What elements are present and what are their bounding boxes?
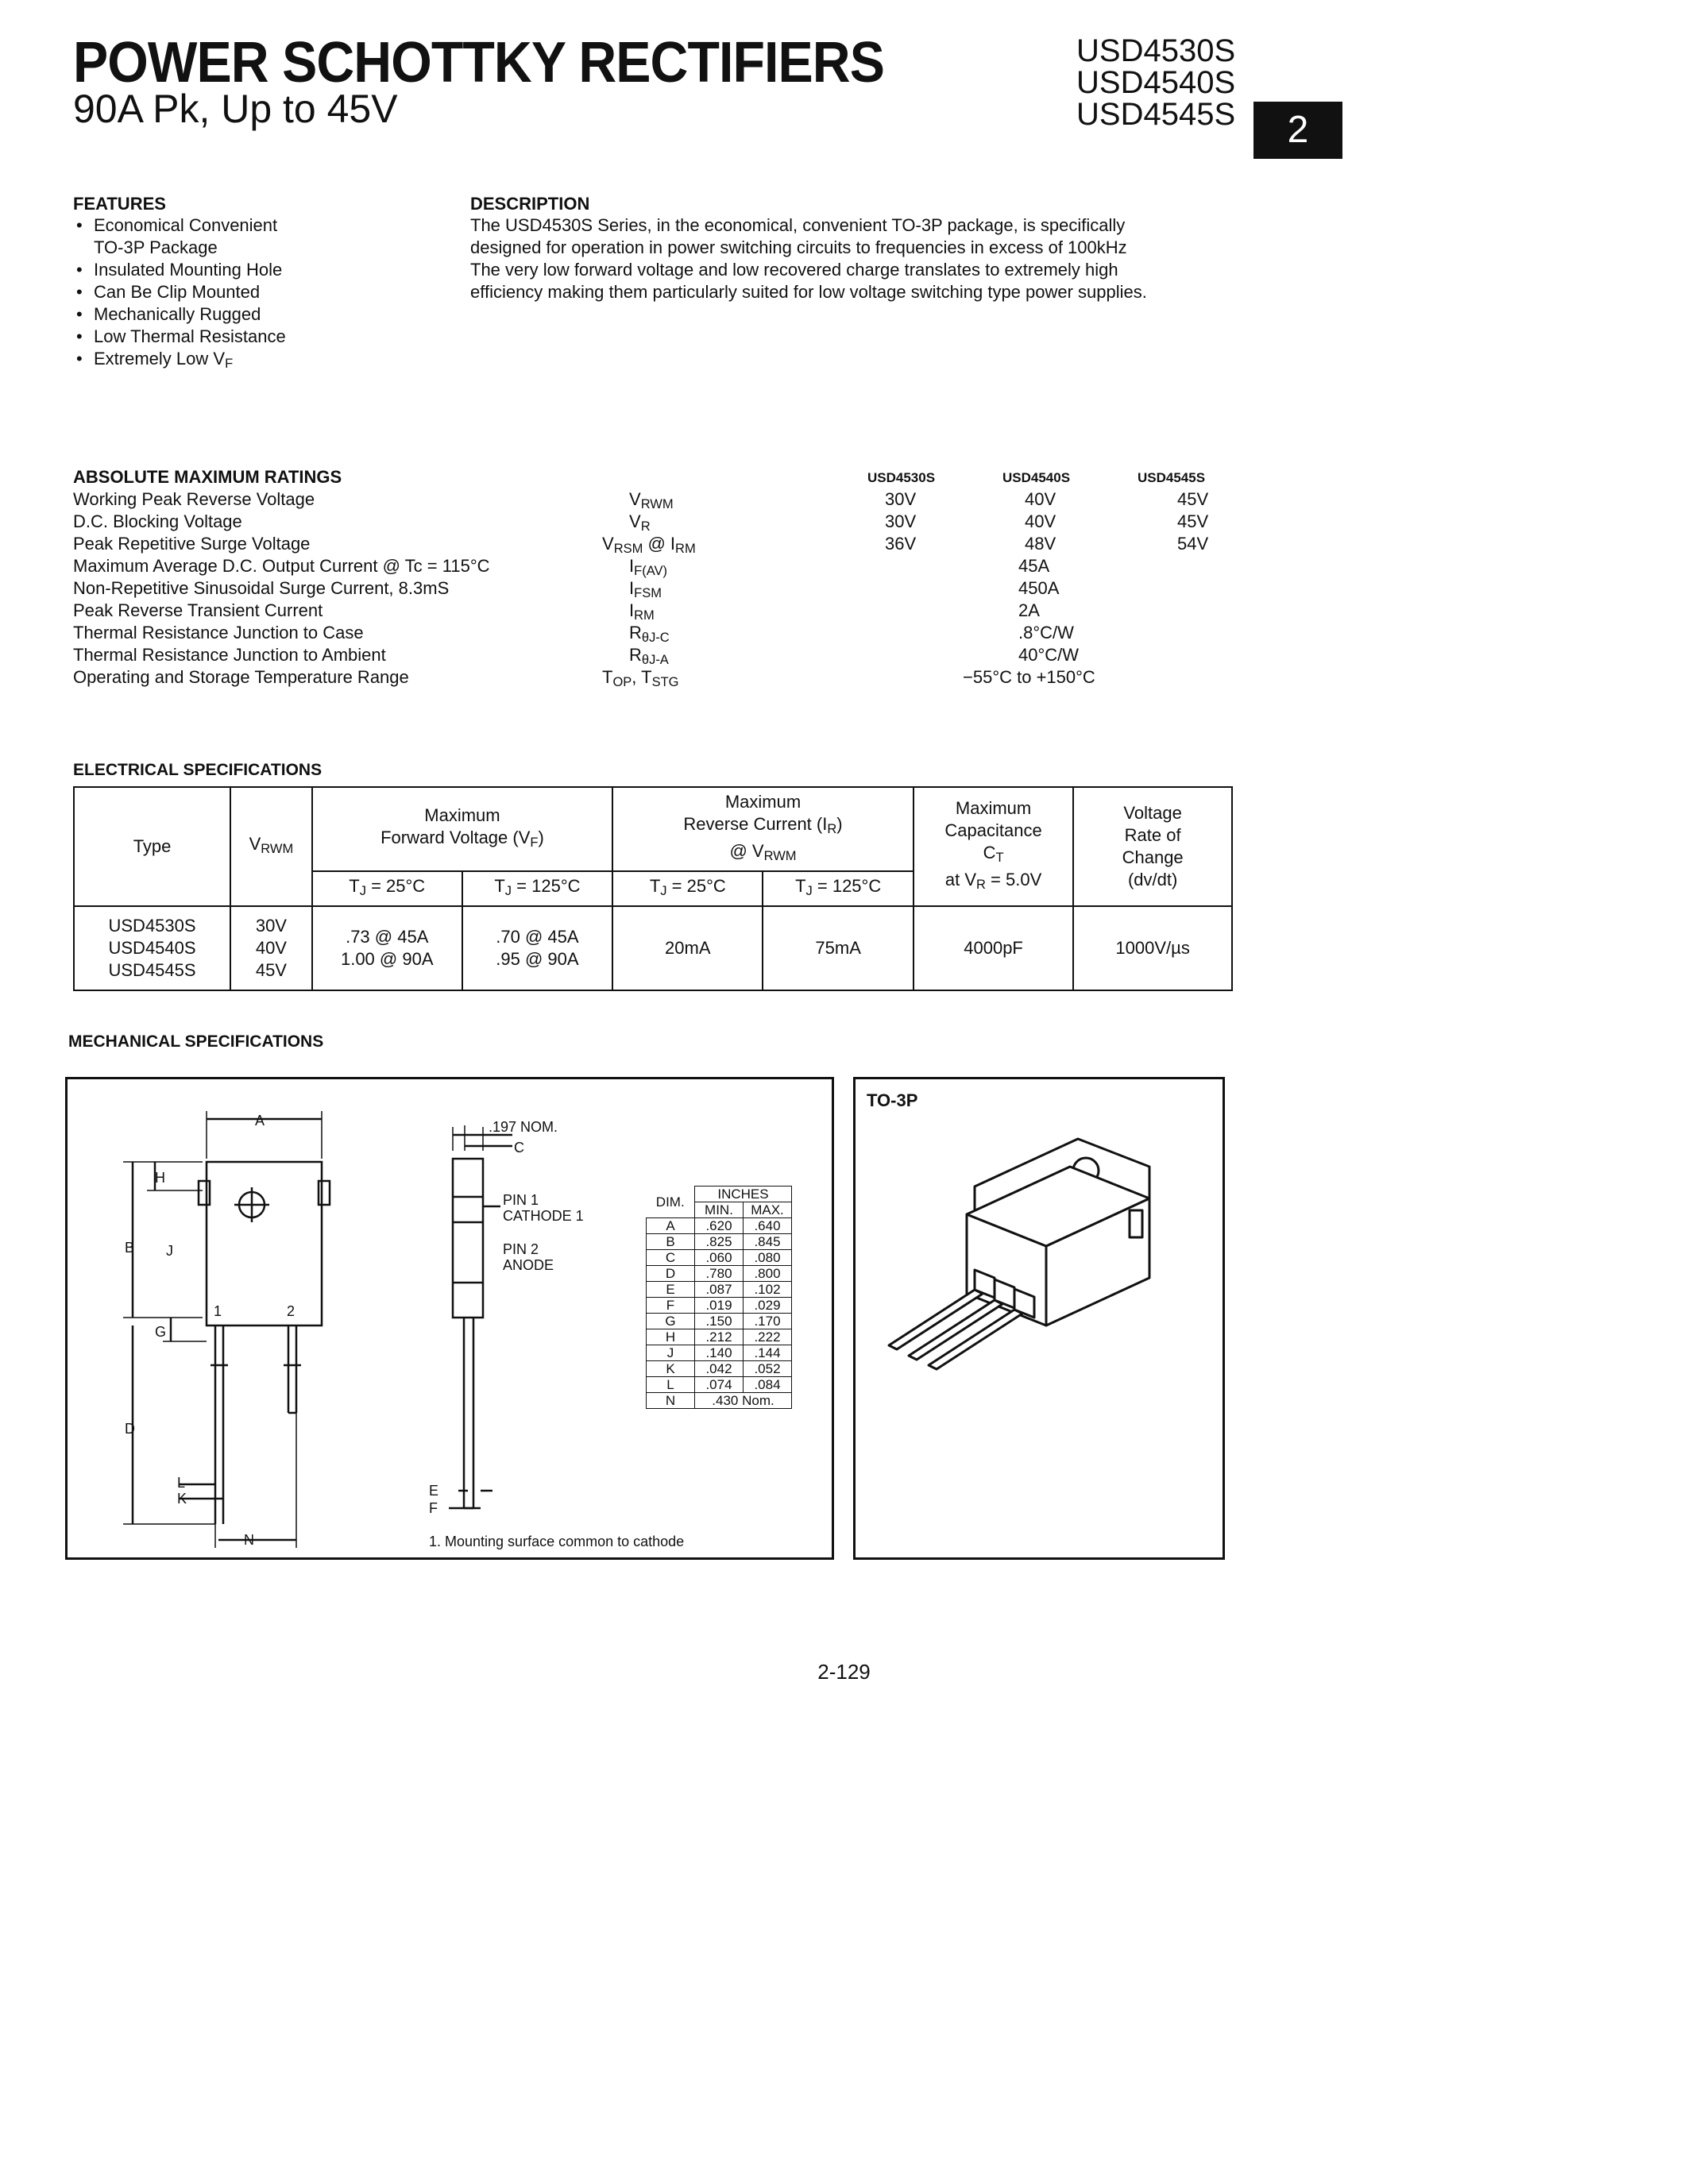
package-body-front	[207, 1162, 322, 1325]
description-line: The very low forward voltage and low recovered charge translates to extremely high	[470, 260, 1118, 280]
dim-cell: C	[647, 1250, 695, 1266]
electrical-spec-table	[73, 786, 1233, 991]
mounting-note: 1. Mounting surface common to cathode	[429, 1534, 685, 1549]
dim-header: DIM.	[647, 1187, 695, 1218]
description-line: designed for operation in power switching circuits to frequencies in excess of 100kHz	[470, 237, 1127, 257]
rating-row	[73, 600, 1233, 623]
dim-value-cell: .825	[695, 1234, 744, 1250]
dim-value-cell: .140	[695, 1345, 744, 1361]
pin-number-1: 1	[214, 1303, 222, 1319]
description-heading: DESCRIPTION	[470, 194, 590, 214]
features-list	[73, 214, 286, 375]
ir-tj25-header: $T_J = 25^\circ C$	[612, 871, 763, 906]
page-number: 2-129	[817, 1660, 871, 1684]
table-row	[647, 1393, 792, 1409]
rating-value: 40V	[1025, 511, 1056, 531]
dim-cell: K	[647, 1361, 695, 1377]
features-heading: FEATURES	[73, 194, 166, 214]
rating-param: Maximum Average D.C. Output Current @ Tc = 115°C	[73, 556, 490, 576]
rating-row	[73, 578, 1233, 600]
dim-value-cell: .042	[695, 1361, 744, 1377]
dim-label-j: J	[166, 1243, 173, 1259]
rating-symbol: $R_{\theta J-A}$	[629, 645, 669, 668]
rating-value: 40V	[1025, 489, 1056, 509]
cap-cell: 4000pF	[914, 906, 1073, 990]
rating-param: Working Peak Reverse Voltage	[73, 489, 315, 509]
dim-value-cell: .080	[744, 1250, 792, 1266]
dim-value-cell: .087	[695, 1282, 744, 1298]
ir25-cell: 20mA	[612, 906, 763, 990]
feature-item-continuation: TO-3P Package	[94, 237, 218, 257]
description-text	[470, 214, 1147, 303]
dim-cell: J	[647, 1345, 695, 1361]
table-row	[647, 1250, 792, 1266]
col-vrwm-header: $V_{RWM}$	[230, 787, 312, 906]
rating-row	[73, 667, 1233, 689]
feature-item: • Economical Convenient TO-3P Package	[73, 214, 286, 259]
rating-param: Thermal Resistance Junction to Case	[73, 623, 364, 642]
part-number: USD4545S	[1076, 97, 1236, 132]
rating-symbol: $R_{\theta J-C}$	[629, 623, 670, 646]
rating-value: 45V	[1177, 511, 1209, 531]
vf-tj125-header: $T_J = 125^\circ C$	[462, 871, 612, 906]
feature-item: • Insulated Mounting Hole	[76, 260, 283, 280]
dim-value-cell: .074	[695, 1377, 744, 1393]
package-image-box	[853, 1077, 1225, 1560]
dim-value-cell: .430 Nom.	[695, 1393, 792, 1409]
electrical-heading: ELECTRICAL SPECIFICATIONS	[73, 761, 323, 779]
ratings-col-head: USD4545S	[1138, 470, 1206, 485]
ir-tj125-header: $T_J = 125^\circ C$	[763, 871, 913, 906]
col-vf-header: Maximum Forward Voltage $(V_F)$	[312, 787, 612, 871]
description-line: The USD4530S Series, in the economical, convenient TO-3P package, is specifically	[470, 215, 1126, 235]
vf125-cell: .70 @ 45A .95 @ 90A	[462, 906, 612, 990]
pin-number-2: 2	[287, 1303, 295, 1319]
vf-tj25-header: $T_J = 25^\circ C$	[312, 871, 462, 906]
pin1-label: PIN 1	[503, 1192, 539, 1208]
package-body-side	[453, 1159, 483, 1318]
dim-label-h: H	[155, 1170, 165, 1186]
dim-cell: B	[647, 1234, 695, 1250]
dim-value-cell: .212	[695, 1329, 744, 1345]
ratings-col-head: USD4530S	[867, 470, 936, 485]
dim-value-cell: .102	[744, 1282, 792, 1298]
dim-value-cell: .800	[744, 1266, 792, 1282]
max-header: MAX.	[744, 1202, 792, 1218]
col-type-header: Type	[74, 787, 230, 906]
page-title: POWER SCHOTTKY RECTIFIERS	[73, 31, 884, 95]
pin2-function-label: ANODE	[503, 1257, 554, 1273]
rating-value: 45V	[1177, 489, 1209, 509]
pin2-label: PIN 2	[503, 1241, 539, 1257]
rating-value: 48V	[1025, 534, 1056, 554]
rating-value: 54V	[1177, 534, 1209, 554]
section-tab: 2	[1253, 102, 1342, 159]
rating-value: 36V	[885, 534, 917, 554]
col-dvdt-header: Voltage Rate of Change (dv/dt)	[1073, 787, 1232, 906]
part-number: USD4530S	[1076, 33, 1236, 68]
dim-value-cell: .029	[744, 1298, 792, 1314]
table-row	[647, 1266, 792, 1282]
features-section	[73, 194, 286, 375]
rating-row	[73, 556, 1233, 578]
rating-value: 40°C/W	[1018, 645, 1080, 665]
feature-item: • Mechanically Rugged	[76, 304, 261, 324]
dim-value-cell: .780	[695, 1266, 744, 1282]
rating-value: 450A	[1018, 578, 1060, 598]
dim-label-a: A	[255, 1113, 265, 1129]
rating-symbol: $V_{RSM}$ @ $I_{RM}$	[602, 534, 696, 557]
ir125-cell: 75mA	[763, 906, 913, 990]
table-row	[647, 1218, 792, 1234]
dim-label-c: C	[514, 1140, 524, 1156]
dim-cell: L	[647, 1377, 695, 1393]
dvdt-cell: 1000V/µs	[1073, 906, 1232, 990]
rating-value: .8°C/W	[1018, 623, 1074, 642]
dim-label-d: D	[125, 1421, 135, 1437]
part-number-list	[1076, 35, 1235, 130]
part-number: USD4540S	[1076, 65, 1236, 100]
rating-row	[73, 534, 1233, 556]
feature-item: • Can Be Clip Mounted	[76, 282, 261, 302]
dim-value-cell: .222	[744, 1329, 792, 1345]
table-row	[647, 1234, 792, 1250]
rating-value: 30V	[885, 489, 917, 509]
table-row	[647, 1314, 792, 1329]
dim-label-e: E	[429, 1483, 439, 1499]
dim-cell: D	[647, 1266, 695, 1282]
col-cap-header: Maximum Capacitance $C_T$ at $V_R = 5.0V$	[914, 787, 1073, 906]
rating-row	[73, 489, 1233, 511]
mechanical-drawing-box	[65, 1077, 834, 1560]
dim-cell: F	[647, 1298, 695, 1314]
rating-value: 30V	[885, 511, 917, 531]
dim-cell: E	[647, 1282, 695, 1298]
dim-label-f: F	[429, 1500, 438, 1516]
dim-label-k: K	[177, 1491, 187, 1507]
dim-cell: A	[647, 1218, 695, 1234]
table-row	[647, 1361, 792, 1377]
dim-label-g: G	[155, 1324, 167, 1340]
pin1-function-label: CATHODE 1	[503, 1208, 584, 1224]
dim-value-cell: .052	[744, 1361, 792, 1377]
rating-param: Thermal Resistance Junction to Ambient	[73, 645, 386, 665]
feature-item: • Extremely Low $V_F$	[76, 349, 234, 372]
rating-row	[73, 623, 1233, 645]
rating-value: 45A	[1018, 556, 1050, 576]
dimension-table	[646, 1186, 792, 1409]
dim-value-cell: .640	[744, 1218, 792, 1234]
vf25-cell: .73 @ 45A 1.00 @ 90A	[312, 906, 462, 990]
package-label: TO-3P	[867, 1090, 918, 1110]
package-illustration	[856, 1079, 1223, 1557]
rating-symbol: $T_{OP}$, $T_{STG}$	[602, 667, 679, 690]
mechanical-heading: MECHANICAL SPECIFICATIONS	[68, 1032, 324, 1051]
min-header: MIN.	[695, 1202, 744, 1218]
rating-value: 2A	[1018, 600, 1040, 620]
dim-value-cell: .150	[695, 1314, 744, 1329]
ratings-heading: ABSOLUTE MAXIMUM RATINGS	[73, 467, 342, 487]
dim-cell: H	[647, 1329, 695, 1345]
rating-symbol: $I_{F(AV)}$	[629, 556, 667, 579]
dim-value-cell: .019	[695, 1298, 744, 1314]
nominal-dim-label: .197 NOM.	[489, 1119, 558, 1135]
rating-symbol: $V_R$	[629, 511, 651, 534]
dim-value-cell: .060	[695, 1250, 744, 1266]
dim-value-cell: .170	[744, 1314, 792, 1329]
dim-label-b: B	[125, 1240, 135, 1256]
table-row	[647, 1329, 792, 1345]
dim-label-n: N	[244, 1532, 254, 1548]
rating-symbol: $I_{RM}$	[629, 600, 655, 623]
rating-param: Non-Repetitive Sinusoidal Surge Current, 8.3mS	[73, 578, 450, 598]
rating-symbol: $V_{RWM}$	[629, 489, 674, 512]
dim-label-l: L	[177, 1475, 186, 1491]
dim-value-cell: .845	[744, 1234, 792, 1250]
ratings-col-head: USD4540S	[1002, 470, 1071, 485]
dim-value-cell: .084	[744, 1377, 792, 1393]
description-line: efficiency making them particularly suited for low voltage switching type power supplies.	[470, 282, 1147, 302]
table-row	[647, 1282, 792, 1298]
description-section	[470, 194, 1147, 303]
type-cell: USD4530S USD4540S USD4545S	[74, 906, 230, 990]
rating-param: Peak Repetitive Surge Voltage	[73, 534, 311, 554]
dim-cell: G	[647, 1314, 695, 1329]
table-row	[647, 1377, 792, 1393]
dim-value-cell: .144	[744, 1345, 792, 1361]
dim-cell: N	[647, 1393, 695, 1409]
feature-item: • Low Thermal Resistance	[76, 326, 286, 346]
rating-row	[73, 645, 1233, 667]
table-row	[647, 1345, 792, 1361]
rating-param: D.C. Blocking Voltage	[73, 511, 242, 531]
vrwm-cell: 30V 40V 45V	[230, 906, 312, 990]
rating-param: Peak Reverse Transient Current	[73, 600, 323, 620]
page-subtitle: 90A Pk, Up to 45V	[73, 87, 398, 131]
rating-value: −55°C to +150°C	[963, 667, 1095, 687]
col-ir-header: Maximum Reverse Current $(I_R)$ @ $V_{RWM}$	[612, 787, 914, 871]
dim-value-cell: .620	[695, 1218, 744, 1234]
rating-param: Operating and Storage Temperature Range	[73, 667, 409, 687]
table-row	[647, 1298, 792, 1314]
rating-row	[73, 511, 1233, 534]
unit-header: INCHES	[695, 1187, 792, 1202]
rating-symbol: $I_{FSM}$	[629, 578, 662, 601]
